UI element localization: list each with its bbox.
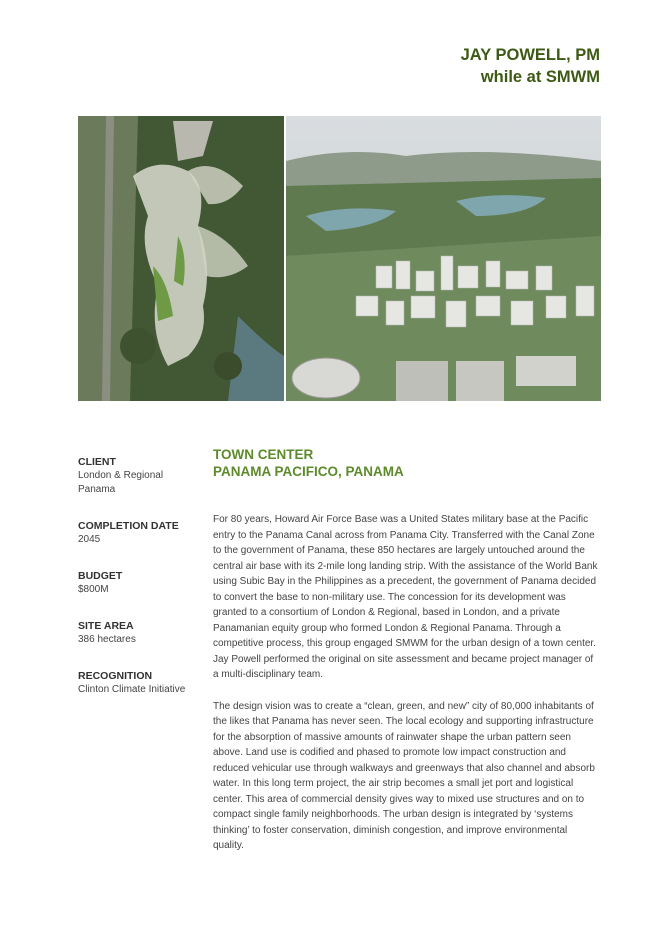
project-description (213, 446, 598, 870)
project-body (213, 512, 598, 854)
recognition-label: RECOGNITION (78, 670, 153, 682)
project-title-line1: TOWN CENTER (213, 447, 314, 462)
budget-value: $800M (78, 584, 109, 595)
completion-date-label: COMPLETION DATE (78, 520, 179, 532)
client-label: CLIENT (78, 456, 116, 468)
project-details (78, 455, 198, 719)
paragraph-2: The design vision was to create a “clean, green, and new” city of 80,000 inhabitants of the likes that Panama has never seen. The local ecology and supporting infrastructure for the absorption of massive amounts of rainwater shape the urban pattern seen above. Land use is codified and phased to promote low impact construction and reduced vehicular use through walkways and greenways that also channel and absorb water. In this long term project, the air strip becomes a small jet port and logistical center. This area of commercial density gives way to mixed use structures and on to compact single family neighborhoods. The urban design is integrated by ‘systems thinking’ to foster conservation, diminish congestion, and improve environmental quality. (213, 700, 595, 851)
project-title-line2: PANAMA PACIFICO, PANAMA (213, 464, 404, 479)
client-value: London & Regional Panama (78, 470, 164, 495)
page-header (461, 44, 600, 88)
budget-field (78, 569, 198, 597)
aerial-site-plan-image (78, 116, 284, 401)
completion-date-value: 2045 (78, 534, 101, 545)
client-field (78, 455, 198, 497)
completion-date-field (78, 519, 198, 547)
recognition-value: Clinton Climate Initiative (78, 684, 186, 695)
project-images (78, 116, 601, 401)
site-area-label: SITE AREA (78, 620, 134, 632)
author-name: JAY POWELL, PM (460, 46, 600, 64)
recognition-field (78, 669, 198, 697)
aerial-site-plan-graphic (78, 116, 284, 401)
site-area-field (78, 619, 198, 647)
paragraph-1: For 80 years, Howard Air Force Base was a United States military base at the Pacific entry to the Panama Canal across from Panama City. Transferred with the Canal Zone to the government of Panama, these 850 hectares are largely untouched around the central air base with its 2-mile long landing strip. With the assistance of the World Bank using Subic Bay in the Philippines as a precedent, the government of Panama decided to convert the base to non-military use. The concession for its development was granted to a consortium of London & Regional, based in London, and a private Panamanian equity group who formed London & Regional Panama. Through a competitive process, this group engaged SMWM for the urban design of a town center. Jay Powell performed the original on site assessment and became project manager of a multi-disciplinary team. (213, 514, 598, 680)
author-affiliation: while at SMWM (480, 68, 600, 86)
aerial-rendering-image (286, 116, 601, 401)
site-area-value: 386 hectares (78, 634, 136, 645)
aerial-rendering-graphic (286, 116, 601, 401)
budget-label: BUDGET (78, 570, 123, 582)
